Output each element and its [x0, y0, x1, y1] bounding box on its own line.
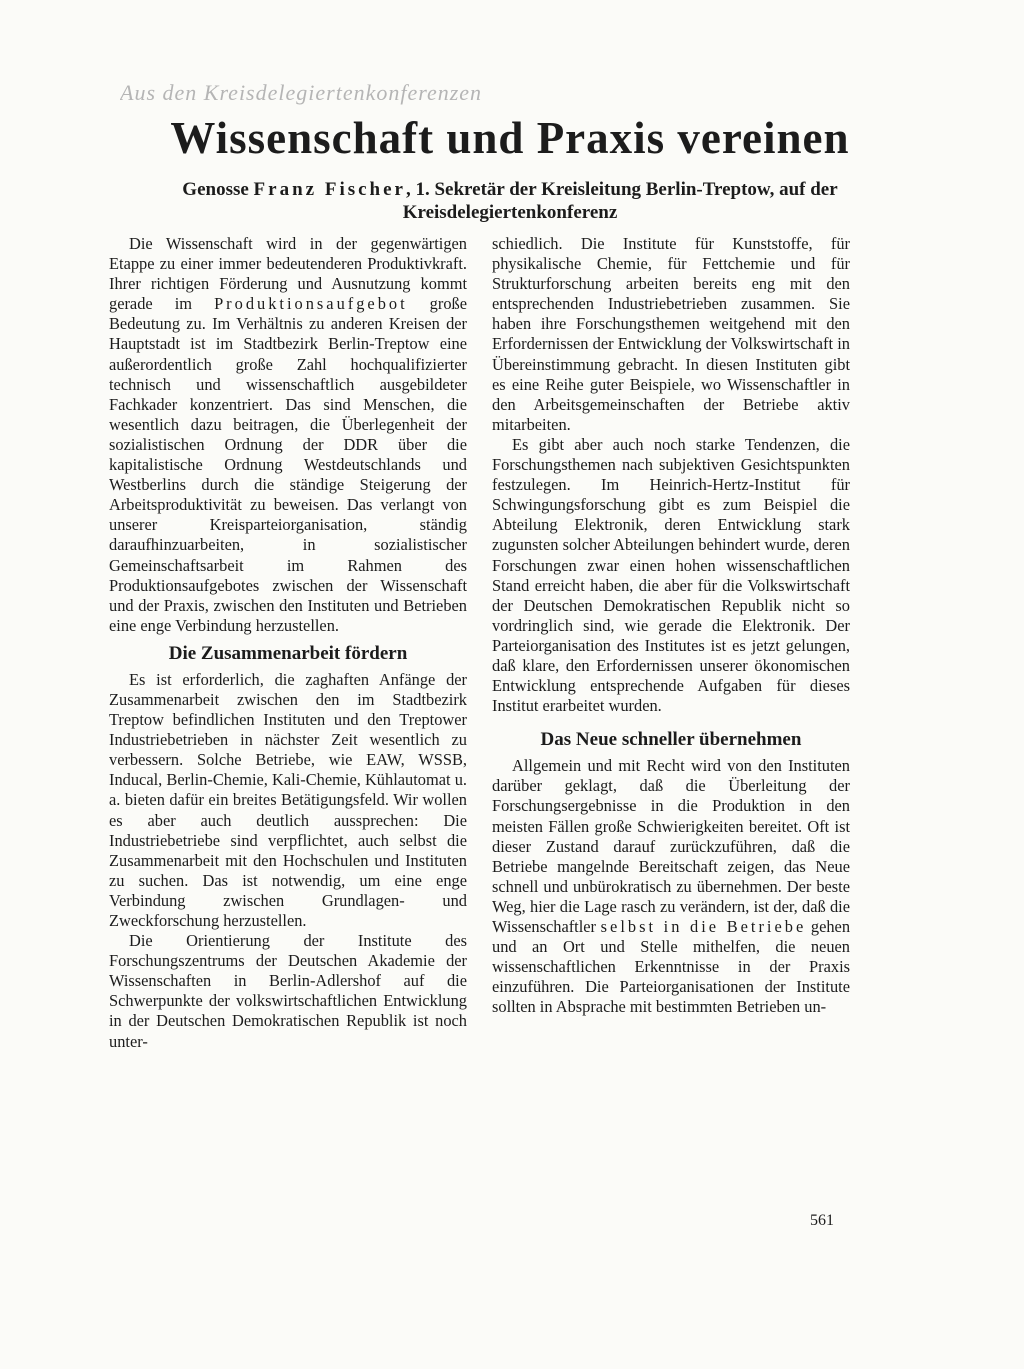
heading-zusammenarbeit: Die Zusammenarbeit fördern	[168, 642, 408, 664]
paragraph-orientierung: Die Orientierung der Institute des Forschungszentrums der Deutschen Akademie der Wissenschaften in Berlin-Adlershof auf die Schwerpunkte der volkswirtschaftlichen Entwicklung in der Deutschen Demokratischen Republik ist noch unter-	[109, 931, 467, 1051]
page-number: 561	[810, 1212, 834, 1229]
subtitle	[110, 178, 910, 224]
paragraph-intro-text-b: große Bedeutung zu. Im Verhältnis zu anderen Kreisen der Hauptstadt ist im Stadtbezirk Berlin-Treptow eine außerordentlich große Zahl hochqualifizierter technisch und wissenschaftlich ausgebildeter Fachkader konzentriert. Das sind Menschen, die wesentlich dazu beitragen, die Überlegenheit der sozialistischen Ordnung der DDR über die kapitalistische Ordnung Westdeutschlands und Westberlins durch die ständige Steigerung der Arbeitsproduktivität zu beweisen. Das verlangt von unserer Kreisparteiorganisation, ständig daraufhinzuarbeiten, in sozialistischer Gemeinschaftsarbeit im Rahmen des Produktionsaufgebotes zwischen der Wissenschaft und der Praxis, zwischen den Instituten und Betrieben eine enge Verbindung herzustellen.	[109, 294, 467, 635]
paragraph-ueberleitung-text-b: gehen und an Ort und Stelle mithelfen, die neuen wissenschaftlichen Erkenntnisse in der Praxis einzuführen. Die Parteiorganisationen der Institute sollten in Absprache mit bestimmten Betrieben un-	[492, 917, 851, 1017]
paragraph-intro-spaced: Produktionsaufgebot	[214, 294, 408, 314]
subtitle-rest: , 1. Sekretär der Kreisleitung Berlin-Treptow, auf der Kreisdelegiertenkonferenz	[402, 179, 838, 223]
section-kicker: Aus den Kreisdelegiertenkonferenzen	[120, 80, 483, 105]
paragraph-intro	[109, 234, 467, 636]
subtitle-lead: Genosse	[182, 179, 254, 200]
paragraph-ueberleitung	[492, 756, 850, 1017]
paragraph-ueberleitung-spaced: selbst in die Betriebe	[600, 917, 807, 936]
paragraph-institute: schiedlich. Die Institute für Kunststoffe, für physikalische Chemie, für Fettchemie und für Strukturforschung arbeiten bereits eng mit den entsprechenden Industriebetrieben zusammen. Sie haben ihre Forschungsthemen weitgehend mit den Erfordernissen der Entwicklung der Volkswirtschaft in Übereinstimmung gebracht. In diesen Instituten gibt es eine Reihe guter Beispiele, wo Wissenschaftler in den Arbeitsgemeinschaften der Betriebe aktiv mitarbeiten.	[492, 234, 850, 434]
paragraph-ueberleitung-text-a: Allgemein und mit Recht wird von den Instituten darüber geklagt, daß die Überleitung der Forschungsergebnisse in die Produktion in den meisten Fällen große Schwierigkeiten bereitet. Oft ist dieser Zustand darauf zurückzuführen, daß die Betriebe mangelnde Bereitschaft zeigen, das Neue schnell und unbürokratisch zu übernehmen. Der beste Weg, hier die Lage rasch zu verändern, ist der, daß die Wissenschaftler	[492, 756, 850, 936]
subtitle-name: Franz Fischer	[253, 179, 406, 200]
page-title: Wissenschaft und Praxis vereinen	[170, 113, 850, 163]
left-column	[109, 234, 467, 1052]
paragraph-zusammenarbeit: Es ist erforderlich, die zaghaften Anfänge der Zusammenarbeit zwischen den im Stadtbezirk Treptow befindlichen Instituten und den Treptower Industriebetrieben in nächster Zeit wesentlich zu verbessern. Solche Betriebe, wie EAW, WSSB, Inducal, Berlin-Chemie, Kali-Chemie, Kühlautomat u. a. bieten dafür ein breites Betätigungsfeld. Wir wollen es aber auch deutlich aussprechen: Die Industriebetriebe sind verpflichtet, auch selbst die Zusammenarbeit mit den Hochschulen und Instituten zu suchen. Das ist notwendig, um eine enge Verbindung zwischen Grundlagen- und Zweckforschung herzustellen.	[109, 669, 467, 930]
paragraph-tendenzen: Es gibt aber auch noch starke Tendenzen, die Forschungsthemen nach subjektiven Gesichtspunkten festzulegen. Im Heinrich-Hertz-Institut für Schwingungsforschung gibt es zum Beispiel die Abteilung Elektronik, deren Entwicklung stark zugunsten solcher Abteilungen behindert wurde, deren Forschungen zwar einen hohen wissenschaftlichen Stand erreicht haben, die aber für die Volkswirtschaft der Deutschen Demokratischen Republik nicht so vordringlich sind, wie gerade die Elektronik. Der Parteiorganisation des Institutes ist es jetzt gelungen, daß klare, den Erfordernissen unserer ökonomischen Entwicklung entsprechende Aufgaben für dieses Institut erarbeitet wurden.	[492, 434, 850, 716]
heading-neue-uebernehmen: Das Neue schneller übernehmen	[540, 729, 802, 751]
paragraph-intro-text-a: Die Wissenschaft wird in der gegenwärtigen Etappe zu einer immer bedeutenderen Produktivkraft. Ihrer richtigen Förderung und Ausnutzung kommt gerade im	[109, 234, 467, 314]
right-column	[492, 234, 850, 1017]
